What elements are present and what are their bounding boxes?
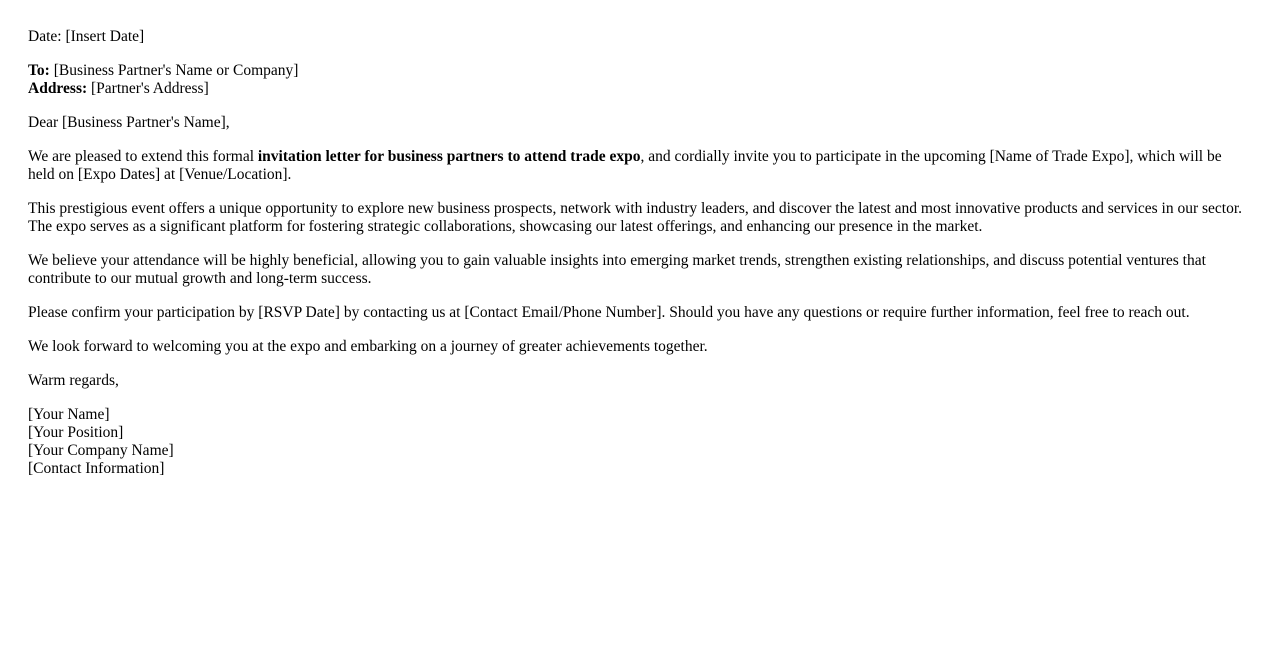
closing-line: Warm regards, bbox=[28, 372, 119, 389]
paragraph-benefits: We believe your attendance will be highly beneficial, allowing you to gain valuable insights into emerging market trends, strengthen existing relationships, and discuss potential ventures that contribute to our mutual growth and long-term success. bbox=[28, 252, 1206, 287]
signature-company: [Your Company Name] bbox=[28, 442, 174, 459]
paragraph-invitation-end: , and cordially invite you to participate in the upcoming [Name of Trade Expo], which will be held on [Expo Dates] at [Venue/Location]. bbox=[28, 148, 1222, 183]
paragraph-invitation bbox=[28, 148, 1250, 184]
signature-name: [Your Name] bbox=[28, 406, 110, 423]
signature-position: [Your Position] bbox=[28, 424, 124, 441]
address-label: Address: bbox=[28, 80, 88, 97]
address-value: [Partner's Address] bbox=[87, 80, 209, 97]
paragraph-closing-note: We look forward to welcoming you at the expo and embarking on a journey of greater achievements together. bbox=[28, 338, 708, 355]
letter-document bbox=[28, 28, 1250, 494]
to-label: To: bbox=[28, 62, 50, 79]
to-value: [Business Partner's Name or Company] bbox=[49, 62, 299, 79]
paragraph-rsvp: Please confirm your participation by [RSVP Date] by contacting us at [Contact Email/Phone Number]. Should you have any questions or require further information, feel free to reach out. bbox=[28, 304, 1190, 321]
date-line: Date: [Insert Date] bbox=[28, 28, 145, 45]
address-line bbox=[28, 80, 1250, 98]
signature-contact: [Contact Information] bbox=[28, 460, 165, 477]
paragraph-invitation-bold: invitation letter for business partners to attend trade expo bbox=[257, 148, 641, 165]
recipient-block bbox=[28, 62, 1250, 98]
paragraph-invitation-start: We are pleased to extend this formal bbox=[28, 148, 258, 165]
recipient-line bbox=[28, 62, 1250, 80]
signature-block bbox=[28, 406, 1250, 478]
paragraph-event: This prestigious event offers a unique opportunity to explore new business prospects, network with industry leaders, and discover the latest and most innovative products and services in our sector. The expo serves as a significant platform for fostering strategic collaborations, showcasing our latest offerings, and enhancing our presence in the market. bbox=[28, 200, 1243, 235]
salutation: Dear [Business Partner's Name], bbox=[28, 114, 230, 131]
